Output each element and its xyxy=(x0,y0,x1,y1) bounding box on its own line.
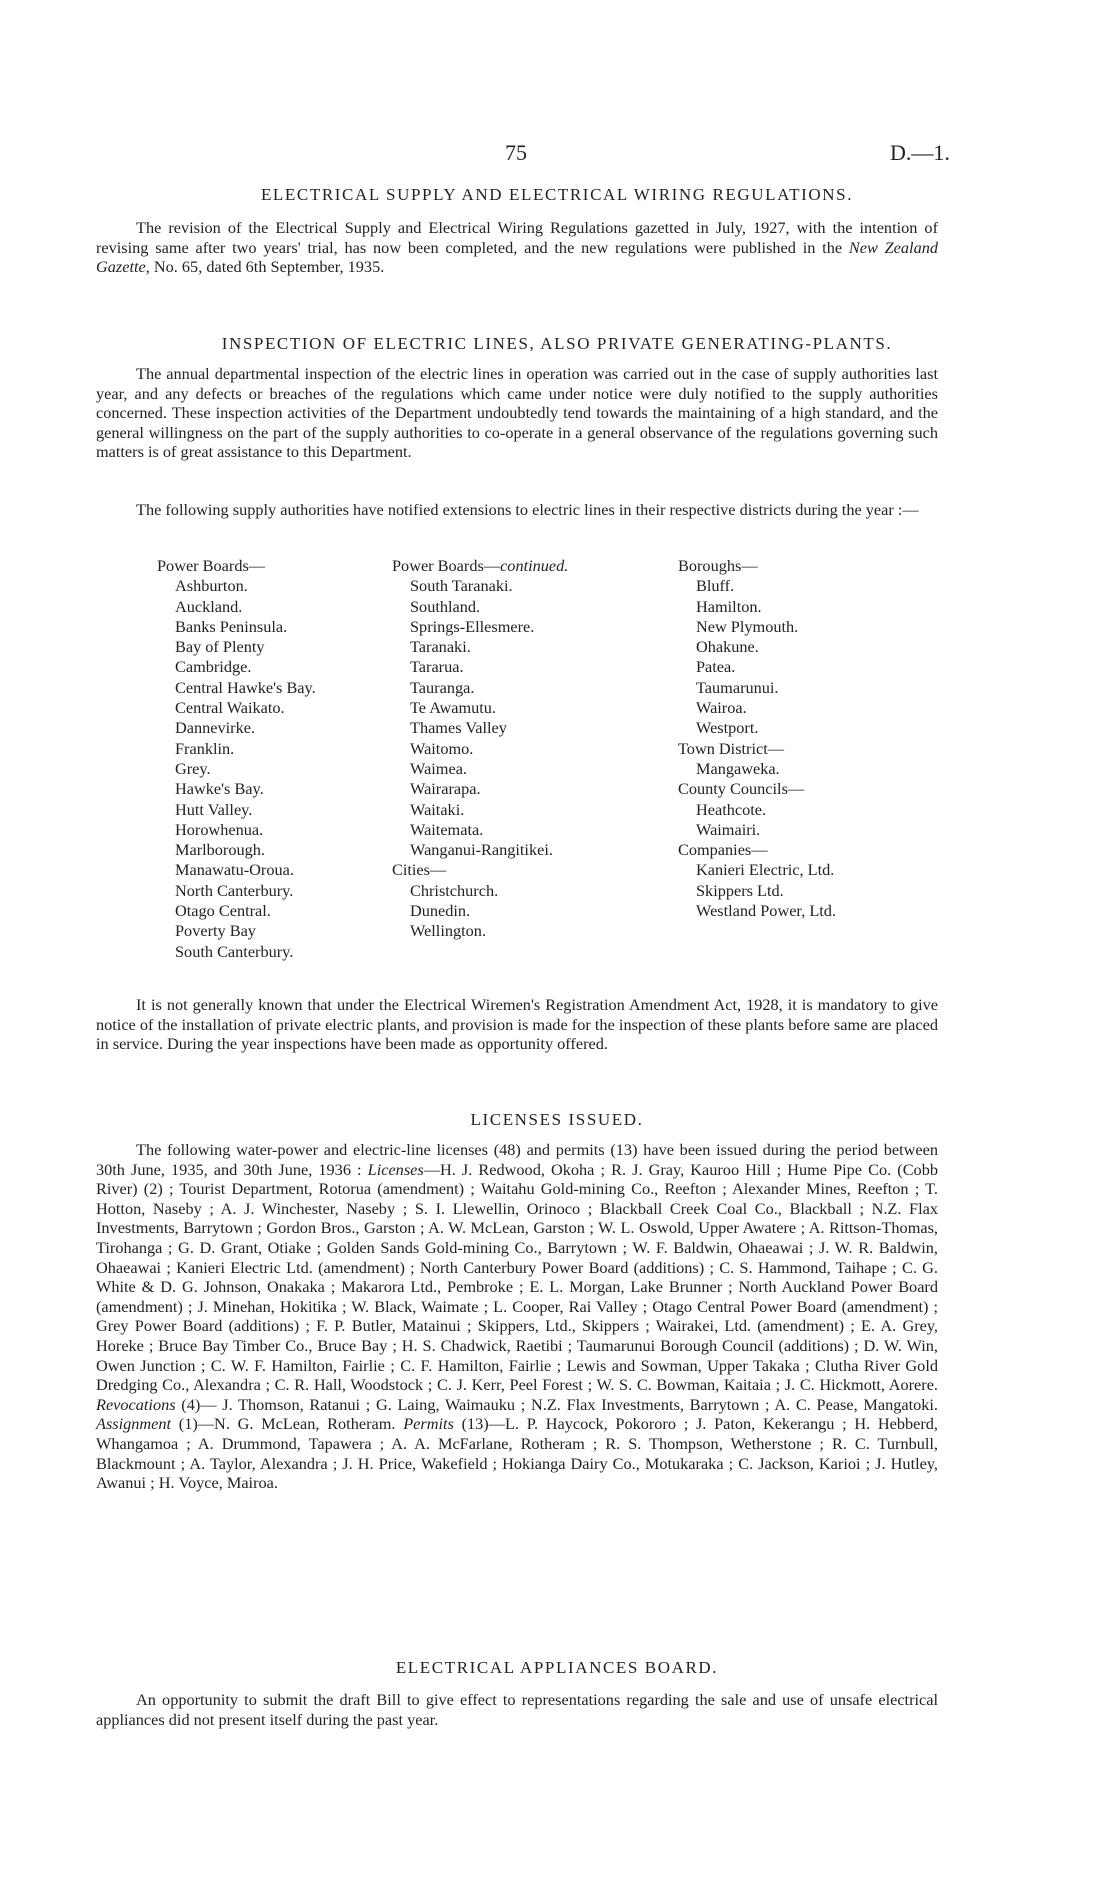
list-heading-text: Power Boards— xyxy=(392,556,501,575)
list-item: Taranaki. xyxy=(410,637,471,657)
list-item: Bay of Plenty xyxy=(175,637,265,657)
paragraph-licenses xyxy=(96,1140,938,1493)
list-item: Bluff. xyxy=(696,576,735,596)
list-item: Waimea. xyxy=(410,758,467,778)
list-item: Hamilton. xyxy=(696,596,762,616)
heading-licenses-issued: LICENSES ISSUED. xyxy=(470,1110,644,1129)
revocations-label: Revocations xyxy=(96,1394,176,1414)
text-run: , No. 65, dated 6th September, 1935. xyxy=(145,257,385,277)
list-item: Patea. xyxy=(696,657,736,677)
list-item: Central Hawke's Bay. xyxy=(175,677,316,697)
list-heading-cities: Cities— xyxy=(392,860,447,880)
list-heading: Power Boards— xyxy=(157,556,266,575)
list-item: Wanganui-Rangitikei. xyxy=(410,840,553,860)
list-heading-boroughs: Boroughs— xyxy=(678,556,758,575)
list-item: Wellington. xyxy=(410,921,487,941)
list-item: Dunedin. xyxy=(410,901,471,921)
list-heading-town-district: Town District— xyxy=(678,738,785,758)
list-item: Grey. xyxy=(175,758,211,778)
text-run: The revision of the Electrical Supply and Electrical Wiring Regulations gazetted in July, 1927, with the intention of revising same after two years' trial, has now been completed, and the new regulations were published in the xyxy=(96,218,938,257)
list-item: Hutt Valley. xyxy=(175,799,253,819)
list-column-boroughs xyxy=(678,556,836,921)
paragraph-appliances: An opportunity to submit the draft Bill to give effect to representations regarding the sale and use of unsafe electrical appliances did not present itself during the past year. xyxy=(96,1690,938,1729)
list-item: Southland. xyxy=(410,596,481,616)
list-item: Mangaweka. xyxy=(696,758,780,778)
licenses-intro: The following water-power and electric-line licenses (48) and permits (13) have been issued during the period between 30th June, 1935, and 30th June, 1936 : xyxy=(96,1140,938,1179)
heading-inspection: INSPECTION OF ELECTRIC LINES, ALSO PRIVATE GENERATING-PLANTS. xyxy=(221,334,893,353)
list-item: Thames Valley xyxy=(410,718,507,738)
list-item: Hawke's Bay. xyxy=(175,779,264,799)
list-heading xyxy=(392,556,568,576)
list-item: Cambridge. xyxy=(175,657,252,677)
permits-label: Permits xyxy=(403,1414,454,1434)
heading-appliances-board: ELECTRICAL APPLIANCES BOARD. xyxy=(395,1658,719,1677)
paragraph-extensions-intro: The following supply authorities have notified extensions to electric lines in their respective districts during the year :— xyxy=(136,500,919,519)
list-item: Poverty Bay xyxy=(175,921,256,941)
list-item: Ohakune. xyxy=(696,637,759,657)
list-item: Horowhenua. xyxy=(175,819,264,839)
document-code: D.—1. xyxy=(890,140,950,165)
list-item: Ashburton. xyxy=(175,576,248,596)
list-item: Taumarunui. xyxy=(696,677,779,697)
list-item: North Canterbury. xyxy=(175,880,294,900)
licenses-label: Licenses xyxy=(367,1159,424,1179)
list-item: Otago Central. xyxy=(175,901,271,921)
list-heading-continued: continued. xyxy=(500,556,569,575)
paragraph-inspection: The annual departmental inspection of the electric lines in operation was carried out in the case of supply authorities last year, and any defects or breaches of the regulations which came under notice were duly notified to the supply authorities concerned. These inspection activities of the Department undoubtedly tend towards the maintaining of a high standard, and the general willingness on the part of the supply authorities to co-operate in a general observance of the regulations governing such matters is of great assistance to this Department. xyxy=(96,364,938,462)
list-item: Wairoa. xyxy=(696,698,747,718)
licenses-list: —H. J. Redwood, Okoha ; R. J. Gray, Kauroo Hill ; Hume Pipe Co. (Cobb River) (2) ; Tourist Department, Rotorua (amendment) ; Waitahu Gold-mining Co., Reefton ; Alexander Mines, Reefton ; T. Hotton, Naseby ; A. J. Winchester, Naseby ; S. I. Llewellin, Orinoco ; Blackball Creek Coal Co., Blackball ; N.Z. Flax Investments, Barrytown ; Gordon Bros., Garston ; A. W. McLean, Garston ; W. L. Oswold, Upper Awatere ; A. Rittson-Thomas, Tirohanga ; G. D. Grant, Otiake ; Golden Sands Gold-mining Co., Barrytown ; W. F. Baldwin, Ohaeawai ; J. W. R. Baldwin, Ohaeawai ; Kanieri Electric Ltd. (amendment) ; North Canterbury Power Board (additions) ; C. S. Hammond, Taihape ; C. G. White & D. G. Johnson, Onakaka ; Makarora Ltd., Pembroke ; E. L. Morgan, Lake Brunner ; North Auckland Power Board (amendment) ; J. Minehan, Hokitika ; W. Black, Waimate ; L. Cooper, Rai Valley ; Otago Central Power Board (amendment) ; Grey Power Board (additions) ; F. P. Butler, Matainui ; Skippers, Ltd., Skippers ; Wairakei, Ltd. (amendment) ; E. A. Grey, Horeke ; Bruce Bay Timber Co., Bruce Bay ; H. S. Chadwick, Raetibi ; Taumarunui Borough Council (additions) ; D. W. Win, Owen Junction ; C. W. F. Hamilton, Fairlie ; C. F. Hamilton, Fairlie ; Lewis and Sowman, Upper Takaka ; Clutha River Gold Dredging Co., Alexandra ; C. R. Hall, Woodstock ; C. J. Kerr, Peel Forest ; W. S. C. Bowman, Kaitaia ; J. C. Hickmott, Aorere. xyxy=(96,1159,938,1395)
assignment-list: (1)—N. G. McLean, Rotheram. xyxy=(171,1414,404,1434)
list-item: Kanieri Electric, Ltd. xyxy=(696,860,835,880)
list-item: Te Awamutu. xyxy=(410,698,496,718)
list-item: Waitemata. xyxy=(410,819,484,839)
list-heading-county-councils: County Councils— xyxy=(678,779,805,799)
list-column-power-boards xyxy=(157,556,316,962)
list-item: Auckland. xyxy=(175,596,243,616)
list-item: Waitaki. xyxy=(410,799,465,819)
assignment-label: Assignment xyxy=(96,1414,172,1434)
list-item: Waitomo. xyxy=(410,738,474,758)
paragraph-regulations xyxy=(96,218,938,277)
list-item: Banks Peninsula. xyxy=(175,616,288,636)
list-item: Marlborough. xyxy=(175,840,265,860)
list-item: Wairarapa. xyxy=(410,779,481,799)
list-column-power-boards-continued xyxy=(392,556,568,942)
list-item: Tararua. xyxy=(410,657,464,677)
page-number: 75 xyxy=(505,140,527,165)
list-item: Tauranga. xyxy=(410,677,475,697)
list-item: Westport. xyxy=(696,718,759,738)
list-item: Westland Power, Ltd. xyxy=(696,901,837,921)
gazette-title: New Zealand Gazette xyxy=(96,237,938,277)
list-item: Manawatu-Oroua. xyxy=(175,860,294,880)
list-item: Springs-Ellesmere. xyxy=(410,616,535,636)
revocations-list: (4)— J. Thomson, Ratanui ; G. Laing, Waimauku ; N.Z. Flax Investments, Barrytown ; A. C. Pease, Mangatoki. xyxy=(175,1394,938,1414)
list-item: Waimairi. xyxy=(696,819,761,839)
list-item: New Plymouth. xyxy=(696,616,799,636)
list-heading-companies: Companies— xyxy=(678,840,768,860)
list-item: South Canterbury. xyxy=(175,941,294,961)
list-item: Heathcote. xyxy=(696,799,767,819)
list-item: Christchurch. xyxy=(410,880,499,900)
list-item: Central Waikato. xyxy=(175,698,285,718)
permits-list: (13)—L. P. Haycock, Pokororo ; J. Paton, Kekerangu ; H. Hebberd, Whangamoa ; A. Drummond, Tapawera ; A. A. McFarlane, Rotheram ; R. S. Thompson, Wetherstone ; R. C. Turnbull, Blackmount ; A. Taylor, Alexandra ; J. H. Price, Wakefield ; Hokianga Dairy Co., Motukaraka ; C. Jackson, Karioi ; J. Hutley, Awanui ; H. Voyce, Mairoa. xyxy=(96,1414,939,1493)
paragraph-private-plants: It is not generally known that under the Electrical Wiremen's Registration Amendment Act, 1928, it is mandatory to give notice of the installation of private electric plants, and provision is made for the inspection of these plants before same are placed in service. During the year inspections have been made as opportunity offered. xyxy=(96,995,938,1054)
list-item: South Taranaki. xyxy=(410,576,513,596)
heading-electrical-supply: ELECTRICAL SUPPLY AND ELECTRICAL WIRING REGULATIONS. xyxy=(260,185,854,204)
list-item: Dannevirke. xyxy=(175,718,256,738)
list-item: Skippers Ltd. xyxy=(696,880,784,900)
list-item: Franklin. xyxy=(175,738,235,758)
